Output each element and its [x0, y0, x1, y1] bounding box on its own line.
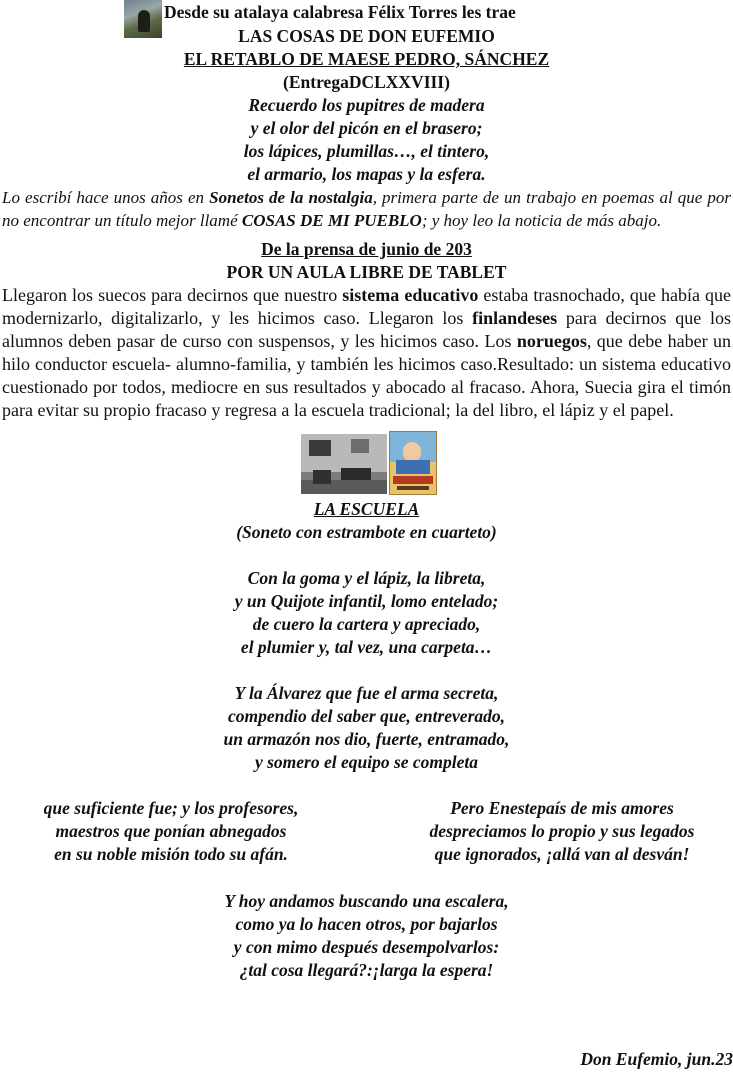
column-title: LAS COSAS DE DON EUFEMIO — [238, 26, 495, 46]
intro-text: , primera parte de un trabajo en poemas al que por no encontrar un título mejor llamé — [2, 188, 732, 230]
signature: Don Eufemio, jun.23 — [580, 1049, 733, 1069]
news-keyword: finlandeses — [472, 308, 558, 328]
poem-line: y con mimo después desempolvarlos: — [233, 937, 500, 957]
poem-tercet-1 — [0, 797, 342, 866]
poem-line: despreciamos lo propio y sus legados — [429, 821, 695, 841]
intro-book-title: Sonetos de la nostalgia — [209, 188, 373, 207]
column-subtitle: EL RETABLO DE MAESE PEDRO, SÁNCHEZ — [183, 49, 550, 69]
news-paragraph — [0, 284, 733, 422]
poem-line: un armazón nos dio, fuerte, entramado, — [223, 729, 510, 749]
intro-text: Lo escribí hace unos años en — [2, 188, 210, 207]
poem-stanza-2 — [0, 682, 733, 774]
poem-line: y somero el equipo se completa — [254, 752, 479, 772]
byline: Desde su atalaya calabresa Félix Torres les trae — [164, 2, 516, 22]
installment-number: (EntregaDCLXXVIII) — [283, 72, 450, 92]
news-text: , que debe haber un hilo conductor escuela- alumno-familia, y también les hicimos caso.Resultado: un sistema educativo cuestionado por todos, mediocre en sus resultados y abocado al fracaso. Ahora, Suecia gira el timón para evitar su propio fracaso y regresa a la escuela tradicional; la del libro, el lápiz y el papel. — [2, 331, 731, 420]
old-classroom-photo — [301, 434, 387, 494]
poem-line: Con la goma y el lápiz, la libreta, — [247, 568, 486, 588]
news-text: para decirnos que los alumnos deben pasar de curso con suspensos, y les hicimos caso. Los — [2, 308, 731, 351]
poem-line: compendio del saber que, entreverado, — [227, 706, 506, 726]
epigraph-line: Recuerdo los pupitres de madera — [248, 95, 485, 115]
illustrations — [0, 434, 733, 496]
poem-line: maestros que ponían abnegados — [55, 821, 287, 841]
epigraph-line: y el olor del picón en el brasero; — [250, 118, 483, 138]
poem-subtitle: (Soneto con estrambote en cuarteto) — [236, 522, 497, 542]
poem-tercets — [0, 797, 733, 867]
poem-line: como ya lo hacen otros, por bajarlos — [235, 914, 498, 934]
poem-line: en su noble misión todo su afán. — [54, 844, 288, 864]
news-text: Llegaron los suecos para decirnos que nuestro — [2, 285, 343, 305]
poem-line: que ignorados, ¡allá van al desván! — [434, 844, 690, 864]
poem-line: el plumier y, tal vez, una carpeta… — [240, 637, 493, 657]
news-text: estaba trasnochado, que había que modernizarlo, digitalizarlo, y les hicimos caso. Llegaron los — [2, 285, 731, 328]
poem-line: que suficiente fue; y los profesores, — [43, 798, 299, 818]
poem-line: ¿tal cosa llegará?:¡larga la espera! — [239, 960, 494, 980]
poem-line: Y hoy andamos buscando una escalera, — [224, 891, 509, 911]
byline-row — [0, 1, 733, 25]
poem-line: de cuero la cartera y apreciado, — [252, 614, 481, 634]
news-headline: POR UN AULA LIBRE DE TABLET — [226, 262, 507, 282]
poem-stanza-1 — [0, 567, 733, 659]
poem-tercet-2 — [391, 797, 733, 866]
poem-line: Y la Álvarez que fue el arma secreta, — [234, 683, 499, 703]
news-source: De la prensa de junio de 203 — [261, 239, 472, 259]
enciclopedia-alvarez-cover — [389, 431, 437, 495]
epigraph-line: los lápices, plumillas…, el tintero, — [243, 141, 490, 161]
news-keyword: sistema educativo — [342, 285, 479, 305]
news-keyword: noruegos — [516, 331, 587, 351]
poem-estrambote — [0, 890, 733, 982]
intro-text: ; y hoy leo la noticia de más abajo. — [421, 211, 662, 230]
intro-work-title: COSAS DE MI PUEBLO — [241, 211, 422, 230]
poem-title: LA ESCUELA — [313, 499, 420, 519]
epigraph — [0, 94, 733, 186]
poem-line: y un Quijote infantil, lomo entelado; — [234, 591, 499, 611]
author-photo — [124, 0, 162, 38]
epigraph-line: el armario, los mapas y la esfera. — [247, 164, 486, 184]
intro-paragraph — [0, 186, 733, 232]
poem-line: Pero Enestepaís de mis amores — [450, 798, 674, 818]
